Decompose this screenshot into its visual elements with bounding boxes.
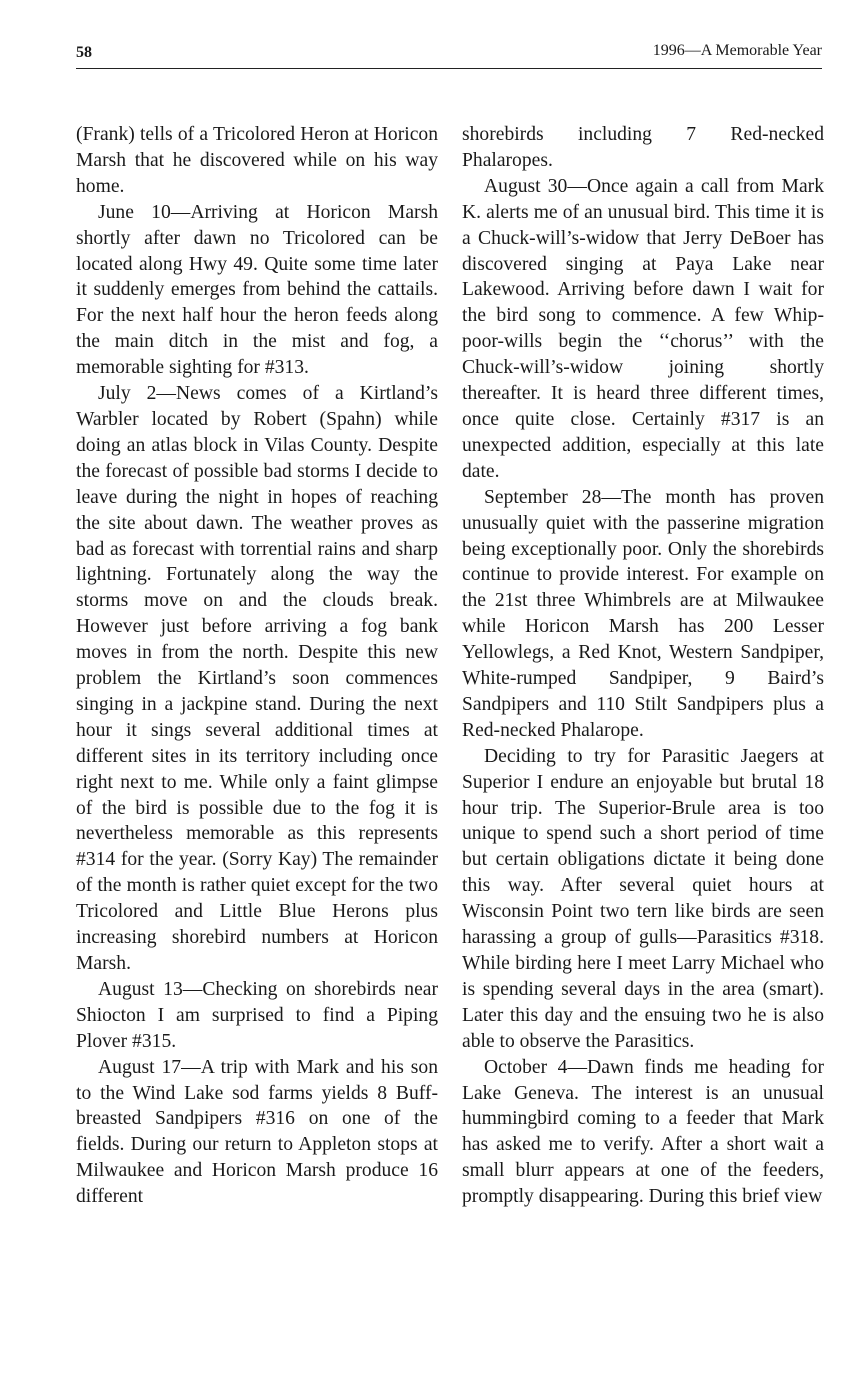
paragraph: October 4—Dawn finds me heading for Lake Geneva. The interest is an unusual hummingbird coming to a feeder that Mark has asked me to verify. After a short wait a small blurr appears at one of the feeders, promptly disappearing. During this brief view xyxy=(462,1056,824,1208)
page-number: 58 xyxy=(76,44,92,61)
left-column xyxy=(76,122,438,1210)
paragraph: July 2—News comes of a Kirtland’s Warbler located by Robert (Spahn) while doing an atlas block in Vilas County. Despite the forecast of possible bad storms I decide to leave during the night in hopes of reaching the site about dawn. The weather proves as bad as forecast with torrential rains and sharp lightning. Fortunately along the way the storms move on and the clouds break. However just before arriving a fog bank moves in from the north. Despite this new problem the Kirtland’s soon commences singing in a jackpine stand. During the next hour it sings several additional times at different sites in its territory including once right next to me. While only a faint glimpse of the bird is possible due to the fog it is nevertheless memorable as this represents #314 for the year. (Sorry Kay) The remainder of the month is rather quiet except for the two Tricolored and Little Blue Herons plus increasing shorebird numbers at Horicon Marsh. xyxy=(76,383,438,974)
paragraph: (Frank) tells of a Tricolored Heron at Horicon Marsh that he discovered while on his way home. xyxy=(76,124,438,197)
paragraph: shorebirds including 7 Red-necked Phalaropes. xyxy=(462,124,824,171)
running-head: 1996—A Memorable Year xyxy=(652,42,822,59)
page-header xyxy=(76,40,822,69)
paragraph: August 30—Once again a call from Mark K. alerts me of an unusual bird. This time it is a Chuck-will’s-widow that Jerry DeBoer has discovered singing at Paya Lake near Lakewood. Arriving before dawn I wait for the bird song to commence. A few Whip-poor-wills begin the ‘‘chorus’’ with the Chuck-will’s-widow joining shortly thereafter. It is heard three different times, once quite close. Certainly #317 is an unexpected addition, especially at this late date. xyxy=(462,175,824,482)
paragraph: August 17—A trip with Mark and his son to the Wind Lake sod farms yields 8 Buff-breasted Sandpipers #316 on one of the fields. During our return to Appleton stops at Milwaukee and Horicon Marsh produce 16 different xyxy=(76,1056,438,1208)
paragraph: June 10—Arriving at Horicon Marsh shortly after dawn no Tricolored can be located along Hwy 49. Quite some time later it suddenly emerges from behind the cattails. For the next half hour the heron feeds along the main ditch in the mist and fog, a memorable sighting for #313. xyxy=(76,201,438,379)
paragraph: August 13—Checking on shorebirds near Shiocton I am surprised to find a Piping Plover #315. xyxy=(76,978,438,1052)
paragraph: Deciding to try for Parasitic Jaegers at Superior I endure an enjoyable but brutal 18 hour trip. The Superior-Brule area is too unique to spend such a short period of time but certain obligations dictate it being done this way. After several quiet hours at Wisconsin Point two tern like birds are seen harassing a group of gulls—Parasitics #318. While birding here I meet Larry Michael who is spending several days in the area (smart). Later this day and the ensuing two he is also able to observe the Parasitics. xyxy=(462,745,824,1052)
paragraph: September 28—The month has proven unusually quiet with the passerine migration being exceptionally poor. Only the shorebirds continue to provide interest. For example on the 21st three Whimbrels are at Milwaukee while Horicon Marsh has 200 Lesser Yellowlegs, a Red Knot, Western Sandpiper, White-rumped Sandpiper, 9 Baird’s Sandpipers and 110 Stilt Sandpipers plus a Red-necked Phalarope. xyxy=(462,486,824,741)
right-column xyxy=(462,122,824,1210)
